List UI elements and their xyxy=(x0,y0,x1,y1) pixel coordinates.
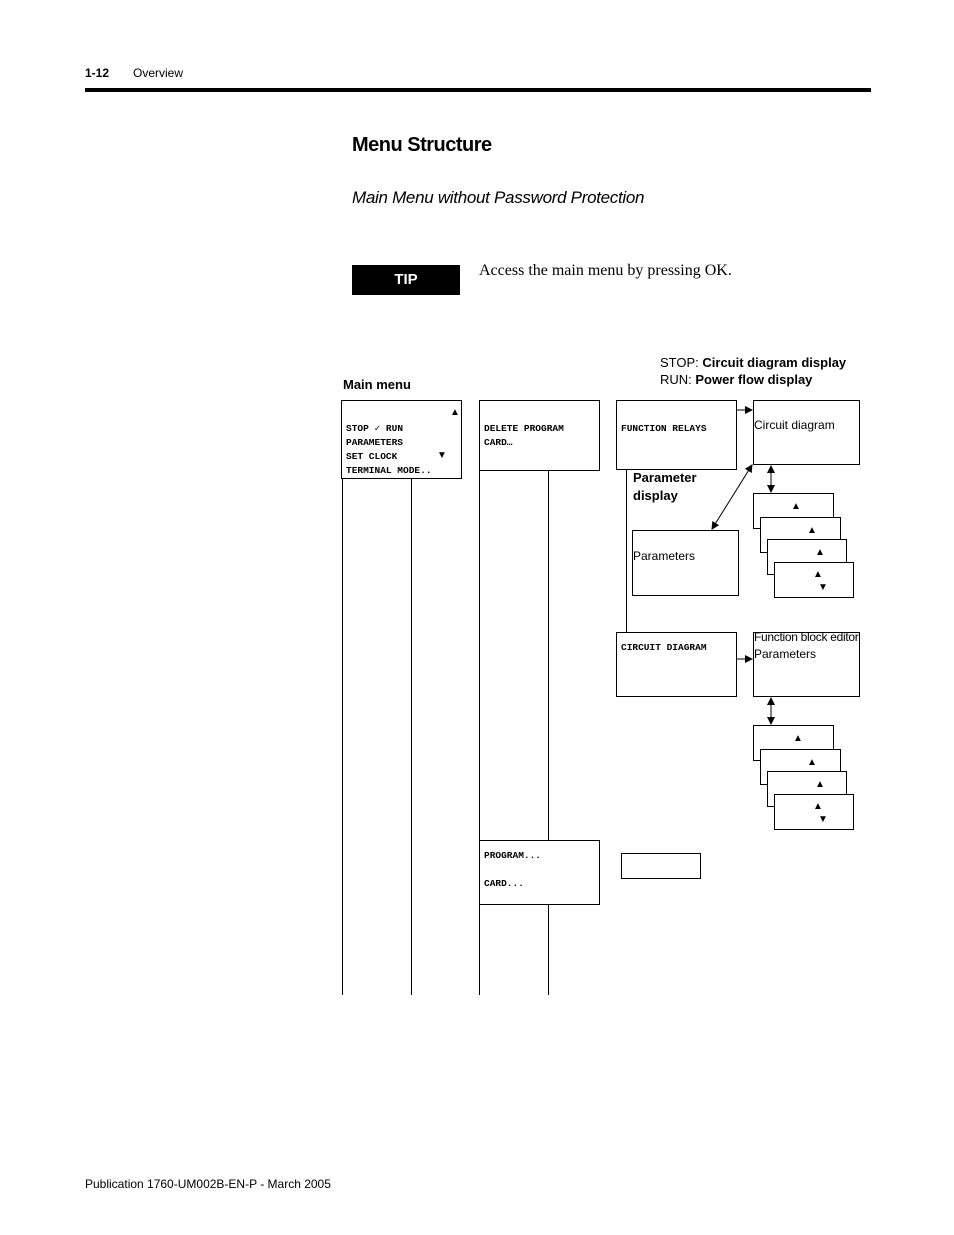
main-menu-label: Main menu xyxy=(343,377,411,392)
stack-up-icon: ▲ xyxy=(793,733,803,744)
page-subtitle: Main Menu without Password Protection xyxy=(352,188,645,207)
tip-text: Access the main menu by pressing OK. xyxy=(479,262,732,279)
parameters-label: Parameters xyxy=(633,549,696,563)
function-relays-item: FUNCTION RELAYS xyxy=(621,423,707,434)
stack-up-icon: ▲ xyxy=(807,525,817,536)
section-name: Overview xyxy=(133,66,184,80)
circuit-diagram-label: Circuit diagram xyxy=(754,418,835,432)
delete-card-item: CARD… xyxy=(484,437,513,448)
arrow-circuit-to-parameters xyxy=(712,465,752,529)
circuit-diagram-item: CIRCUIT DIAGRAM xyxy=(621,642,707,653)
fb-parameters-label: Parameters xyxy=(754,647,817,661)
delete-program-item: DELETE PROGRAM xyxy=(484,423,564,434)
tip-badge: TIP xyxy=(352,265,460,295)
scroll-down-icon: ▼ xyxy=(437,450,447,461)
stack-down-icon: ▼ xyxy=(818,582,828,593)
program-item: PROGRAM... xyxy=(484,850,542,861)
stop-value: Circuit diagram display xyxy=(702,355,847,370)
stack-up-icon: ▲ xyxy=(807,757,817,768)
main-menu-item-parameters: PARAMETERS xyxy=(346,437,404,448)
stack-up-icon: ▲ xyxy=(815,547,825,558)
fb-editor-label: Function block editor xyxy=(754,630,859,644)
stack-down-icon: ▼ xyxy=(818,814,828,825)
stack-up-icon: ▲ xyxy=(813,569,823,580)
page-number: 1-12 xyxy=(85,66,110,80)
parameter-display-line2: display xyxy=(633,488,678,503)
main-menu-item-set-clock: SET CLOCK xyxy=(346,451,398,462)
card-item: CARD... xyxy=(484,878,524,889)
stack-up-icon: ▲ xyxy=(791,501,801,512)
stop-prefix: STOP: xyxy=(660,355,703,370)
stack-up-icon: ▲ xyxy=(815,779,825,790)
scroll-up-icon: ▲ xyxy=(450,407,460,418)
publication-footer: Publication 1760-UM002B-EN-P - March 2005 xyxy=(85,1177,331,1191)
run-value: Power flow display xyxy=(695,372,813,387)
page-title: Menu Structure xyxy=(352,134,492,156)
run-prefix: RUN: xyxy=(660,372,696,387)
main-menu-item-stop-run: STOP ✓ RUN xyxy=(346,423,404,434)
parameter-display-line1: Parameter xyxy=(633,470,697,485)
main-menu-item-terminal-mode: TERMINAL MODE.. xyxy=(346,465,432,476)
stack-up-icon: ▲ xyxy=(813,801,823,812)
